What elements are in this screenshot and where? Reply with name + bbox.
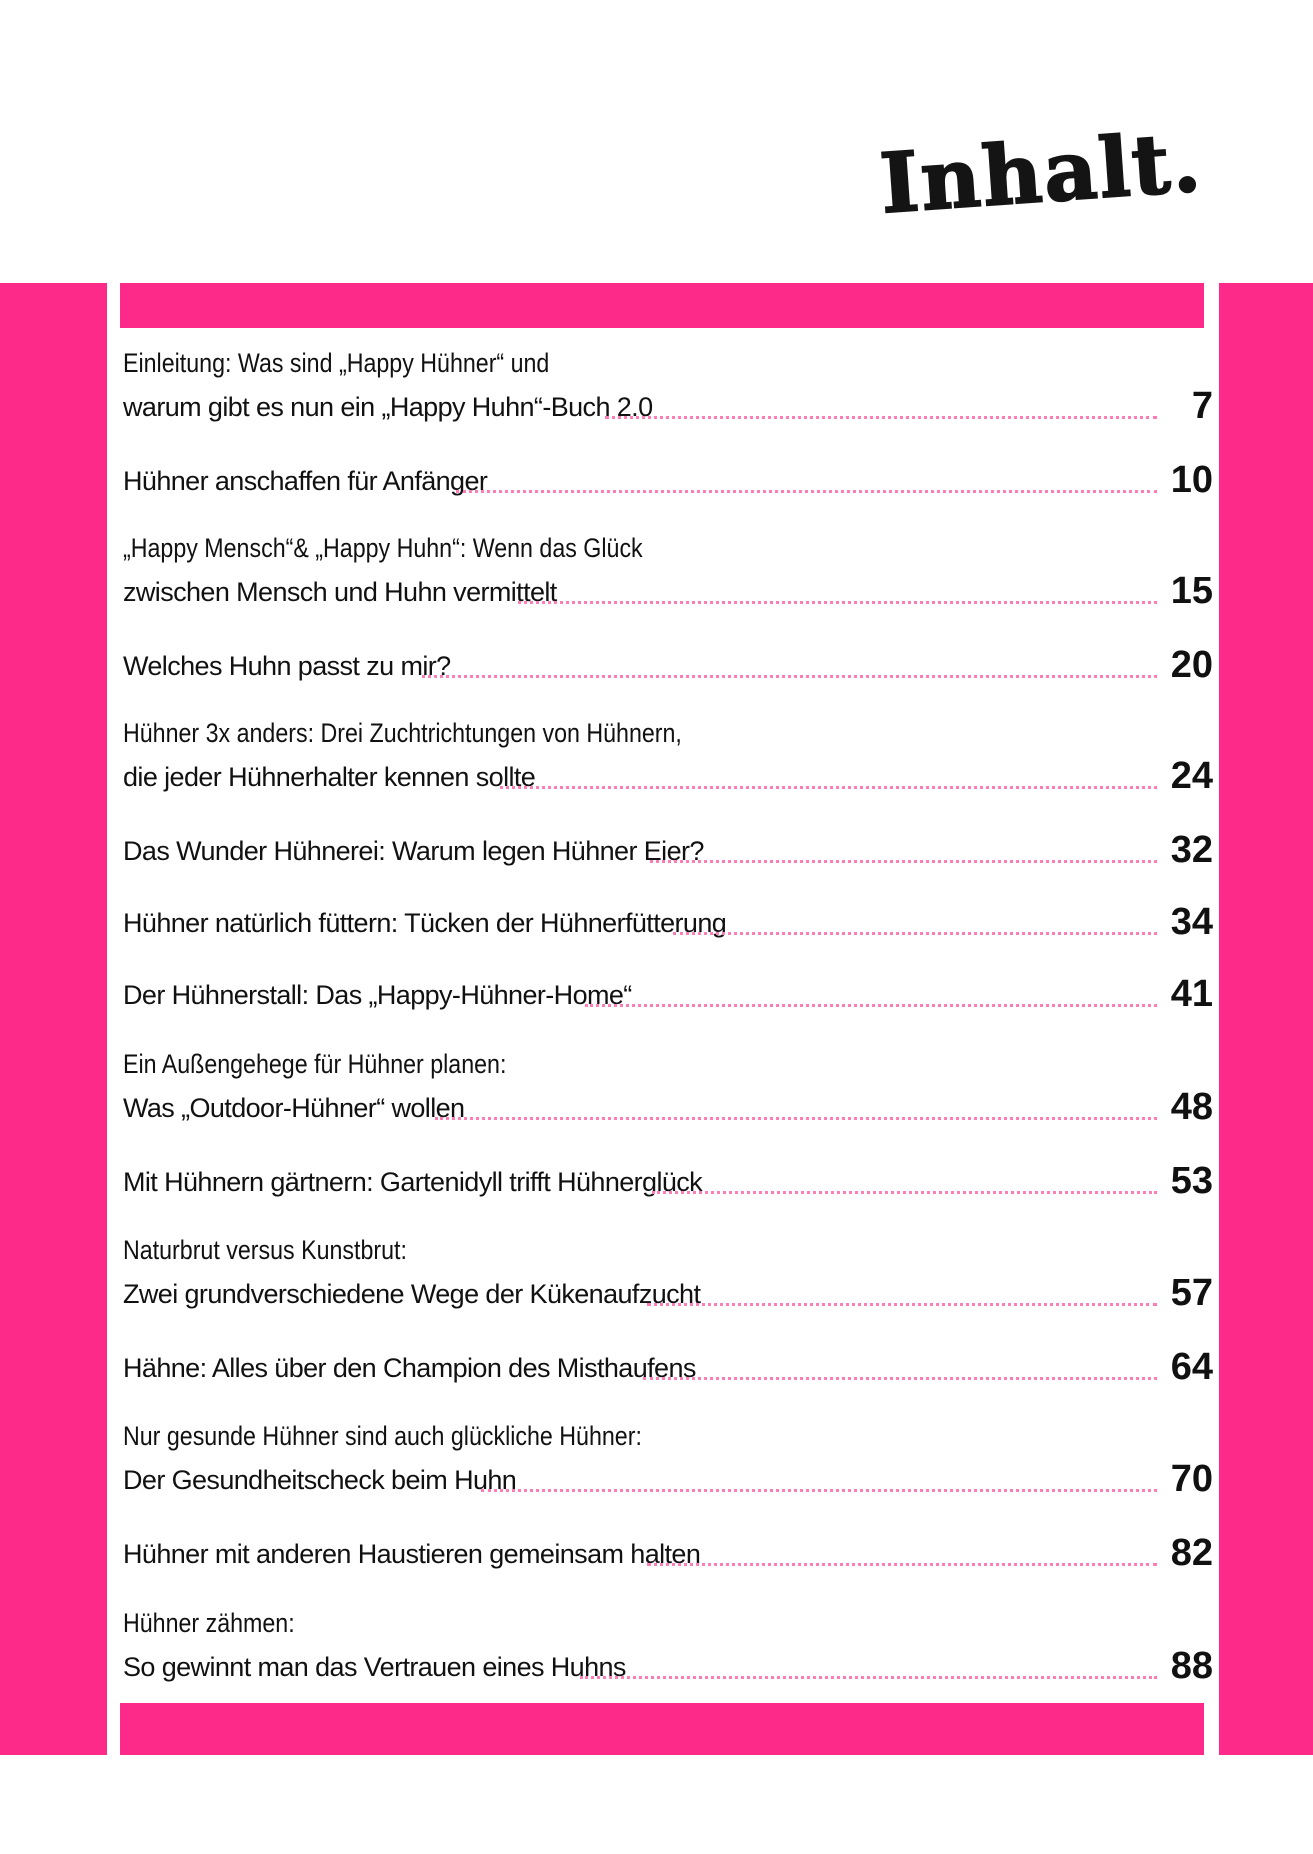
toc-entry-row xyxy=(123,643,1213,687)
toc-entry-spacer xyxy=(123,859,129,900)
page-number: 34 xyxy=(1170,901,1213,943)
dot-leader xyxy=(422,675,1157,678)
frame-notch xyxy=(107,1703,120,1755)
page-number: 82 xyxy=(1170,1532,1213,1574)
frame-notch xyxy=(1204,1703,1219,1755)
page-number: 20 xyxy=(1170,644,1213,686)
page-number: 88 xyxy=(1170,1645,1213,1687)
toc-entry-title: Was „Outdoor-Hühner“ wollen xyxy=(123,1093,465,1123)
toc-entry-row xyxy=(123,1644,1213,1688)
toc-entry-row xyxy=(123,1159,1213,1203)
toc-entry-spacer xyxy=(123,602,129,643)
toc-entry-title-line: Ein Außengehege für Hühner planen: xyxy=(123,1049,507,1079)
toc-entry[interactable] xyxy=(123,417,1213,502)
heading-text: Inhalt. xyxy=(877,114,1206,233)
page-number: 41 xyxy=(1170,973,1213,1015)
toc-entry[interactable] xyxy=(123,713,1213,798)
toc-entry-title-line: Nur gesunde Hühner sind auch glückliche Hühner: xyxy=(123,1421,642,1451)
page-number: 64 xyxy=(1170,1346,1213,1388)
frame-notch xyxy=(107,283,120,328)
toc-entry-title-line: Hühner zähmen: xyxy=(123,1608,295,1638)
toc-entry-title: Mit Hühnern gärtnern: Gartenidyll trifft Hühnerglück xyxy=(123,1167,703,1197)
page-number: 10 xyxy=(1170,459,1213,501)
toc-entry[interactable] xyxy=(123,1416,1213,1501)
toc-entry-title: zwischen Mensch und Huhn vermittelt xyxy=(123,577,557,607)
toc-entry-spacer xyxy=(123,1304,129,1345)
dot-leader xyxy=(456,490,1157,493)
toc-entry-title: Der Gesundheitscheck beim Huhn xyxy=(123,1465,517,1495)
toc-entry-title-line: „Happy Mensch“& „Happy Huhn“: Wenn das Glück xyxy=(123,533,643,563)
page-number: 32 xyxy=(1170,829,1213,871)
toc-entry[interactable] xyxy=(123,1490,1213,1575)
page-number: 7 xyxy=(1191,385,1213,427)
toc-entry-title: Hühner natürlich füttern: Tücken der Hühnerfütterung xyxy=(123,908,727,938)
toc-entry-spacer xyxy=(123,1490,129,1531)
dot-leader xyxy=(647,1563,1157,1566)
dot-leader xyxy=(652,1191,1157,1194)
toc-entry-row xyxy=(123,458,1213,502)
toc-entry-title-line: Naturbrut versus Kunstbrut: xyxy=(123,1235,407,1265)
dot-leader xyxy=(580,1676,1157,1679)
frame-notch xyxy=(1204,283,1219,328)
toc-entry-title: Der Hühnerstall: Das „Happy-Hühner-Home“ xyxy=(123,980,632,1010)
toc-entry[interactable] xyxy=(123,528,1213,613)
toc-entry-title: Hähne: Alles über den Champion des Misthaufens xyxy=(123,1353,696,1383)
toc-entry-title: Hühner anschaffen für Anfänger xyxy=(123,466,488,496)
toc-entry-spacer xyxy=(123,1118,129,1159)
toc-entry-title-line: Einleitung: Was sind „Happy Hühner“ und xyxy=(123,348,550,378)
toc-entry[interactable] xyxy=(123,1304,1213,1389)
page-number: 48 xyxy=(1170,1086,1213,1128)
page-number: 70 xyxy=(1170,1458,1213,1500)
page-number: 24 xyxy=(1170,755,1213,797)
toc-entry[interactable] xyxy=(123,1603,1213,1688)
toc-entry-title: Hühner mit anderen Haustieren gemeinsam halten xyxy=(123,1539,701,1569)
toc-entry-spacer xyxy=(123,931,129,972)
toc-entry[interactable] xyxy=(123,602,1213,687)
toc-entry-title: die jeder Hühnerhalter kennen sollte xyxy=(123,762,536,792)
toc-entry-title: Welches Huhn passt zu mir? xyxy=(123,651,451,681)
toc-entry-row xyxy=(123,972,1213,1016)
toc-entry-title: Das Wunder Hühnerei: Warum legen Hühner Eier? xyxy=(123,836,704,866)
dot-leader xyxy=(643,1377,1157,1380)
toc-entry-title: warum gibt es nun ein „Happy Huhn“-Buch 2.0 xyxy=(123,392,653,422)
page-number: 15 xyxy=(1170,570,1213,612)
toc-entry-row xyxy=(123,1531,1213,1575)
toc-entry-spacer xyxy=(123,417,129,458)
page-number: 57 xyxy=(1170,1272,1213,1314)
page-heading xyxy=(870,105,1250,235)
toc-entry[interactable] xyxy=(123,1230,1213,1315)
toc-entry-spacer xyxy=(123,787,129,828)
toc-entry-title: So gewinnt man das Vertrauen eines Huhns xyxy=(123,1652,626,1682)
toc-entry-row xyxy=(123,1345,1213,1389)
toc-entry-title-line: Hühner 3x anders: Drei Zuchtrichtungen von Hühnern, xyxy=(123,718,682,748)
page-number: 53 xyxy=(1170,1160,1213,1202)
toc-entry[interactable] xyxy=(123,1118,1213,1203)
toc-entry-title: Zwei grundverschiedene Wege der Kükenaufzucht xyxy=(123,1279,701,1309)
toc-entry[interactable] xyxy=(123,1044,1213,1129)
dot-leader xyxy=(585,1004,1157,1007)
toc-entry[interactable] xyxy=(123,931,1213,1016)
toc-entry[interactable] xyxy=(123,343,1213,428)
heading-stamp xyxy=(870,105,1250,235)
